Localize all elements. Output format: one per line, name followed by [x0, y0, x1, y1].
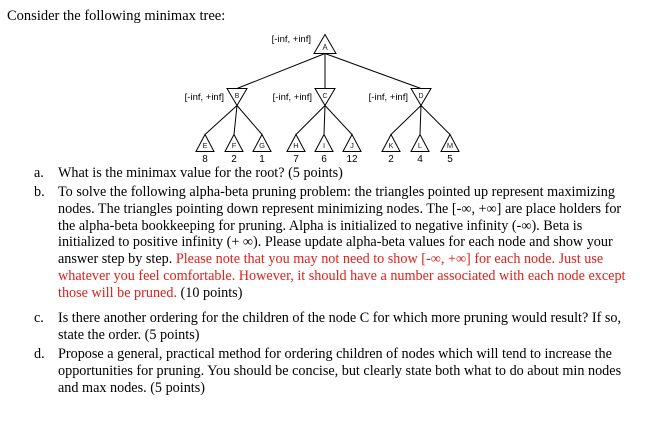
- leaf-value: 12: [346, 154, 358, 165]
- node-label: K: [388, 141, 394, 150]
- question-b-note: Please note that you may not need to show [-∞, +∞] for each node. Just use whatever you feel comfortable. However, it should have a number associated with each node except those will be pruned.: [58, 251, 626, 301]
- leaf-I: [315, 135, 333, 166]
- node-D: [369, 89, 431, 106]
- leaf-value: 7: [293, 154, 299, 165]
- node-label: C: [322, 93, 328, 100]
- leaf-value: 2: [388, 154, 394, 165]
- node-C: [273, 89, 335, 106]
- node-label: E: [202, 141, 208, 150]
- leaf-value: 5: [447, 154, 453, 165]
- question-a-text: What is the minimax value for the root? (5 points): [58, 165, 343, 181]
- question-d-text: Propose a general, practical method for ordering children of nodes which will tend to increase the opportunities for pruning. You should be concise, but clearly state both what to do about min nodes and max nodes. (5 points): [58, 346, 622, 396]
- node-label: I: [322, 141, 326, 150]
- node-B: [185, 89, 247, 106]
- question-c-text: Is there another ordering for the children of the node C for which more pruning would result? If so, state the order. (5 points): [58, 310, 621, 343]
- question-a-label: a.: [34, 165, 44, 181]
- node-label: D: [418, 93, 424, 100]
- node-label: A: [322, 43, 328, 52]
- node-label: H: [293, 141, 299, 150]
- leaf-G: [253, 135, 271, 166]
- node-label: F: [231, 141, 237, 150]
- node-A: [272, 34, 336, 54]
- leaf-value: 2: [231, 154, 237, 165]
- leaf-value: 8: [202, 154, 208, 165]
- leaf-K: [382, 135, 400, 166]
- question-c-label: c.: [34, 310, 44, 326]
- node-label: G: [259, 141, 265, 150]
- node-bounds: [-inf, +inf]: [272, 92, 312, 103]
- intro-text: Consider the following minimax tree:: [7, 8, 226, 24]
- node-bounds: [-inf, +inf]: [368, 92, 408, 103]
- question-b-text: [58, 184, 640, 302]
- leaf-F: [225, 135, 243, 166]
- node-label: L: [417, 141, 423, 150]
- leaf-L: [411, 135, 429, 166]
- node-label: J: [350, 141, 354, 150]
- leaf-value: 6: [321, 154, 327, 165]
- question-b-label: b.: [34, 184, 45, 200]
- leaf-E: [196, 135, 214, 166]
- node-bounds: [-inf, +inf]: [184, 92, 224, 103]
- leaf-value: 1: [259, 154, 265, 165]
- question-b-body: To solve the following alpha-beta pruning problem: the triangles pointed up represent maximizing nodes. The triangles pointing down represent minimizing nodes. The [-∞, +∞] are place holders for the alpha-beta bookkeeping for pruning. Alpha is initialized to negative infinity (-∞). Beta is initialized to positive infinity (+ ∞). Please update alpha-beta values for each node and show your answer step by step.: [58, 184, 622, 268]
- tree-nodes: [185, 34, 459, 165]
- node-label: B: [234, 93, 240, 100]
- question-d-label: d.: [34, 346, 45, 362]
- question-b-points: (10 points): [177, 284, 243, 301]
- node-label: M: [446, 141, 454, 150]
- leaf-M: [441, 135, 459, 166]
- leaf-value: 4: [417, 154, 423, 165]
- minimax-tree-diagram: [0, 0, 646, 170]
- node-bounds: [-inf, +inf]: [271, 34, 311, 45]
- leaf-H: [287, 135, 305, 166]
- leaf-J: [343, 135, 361, 166]
